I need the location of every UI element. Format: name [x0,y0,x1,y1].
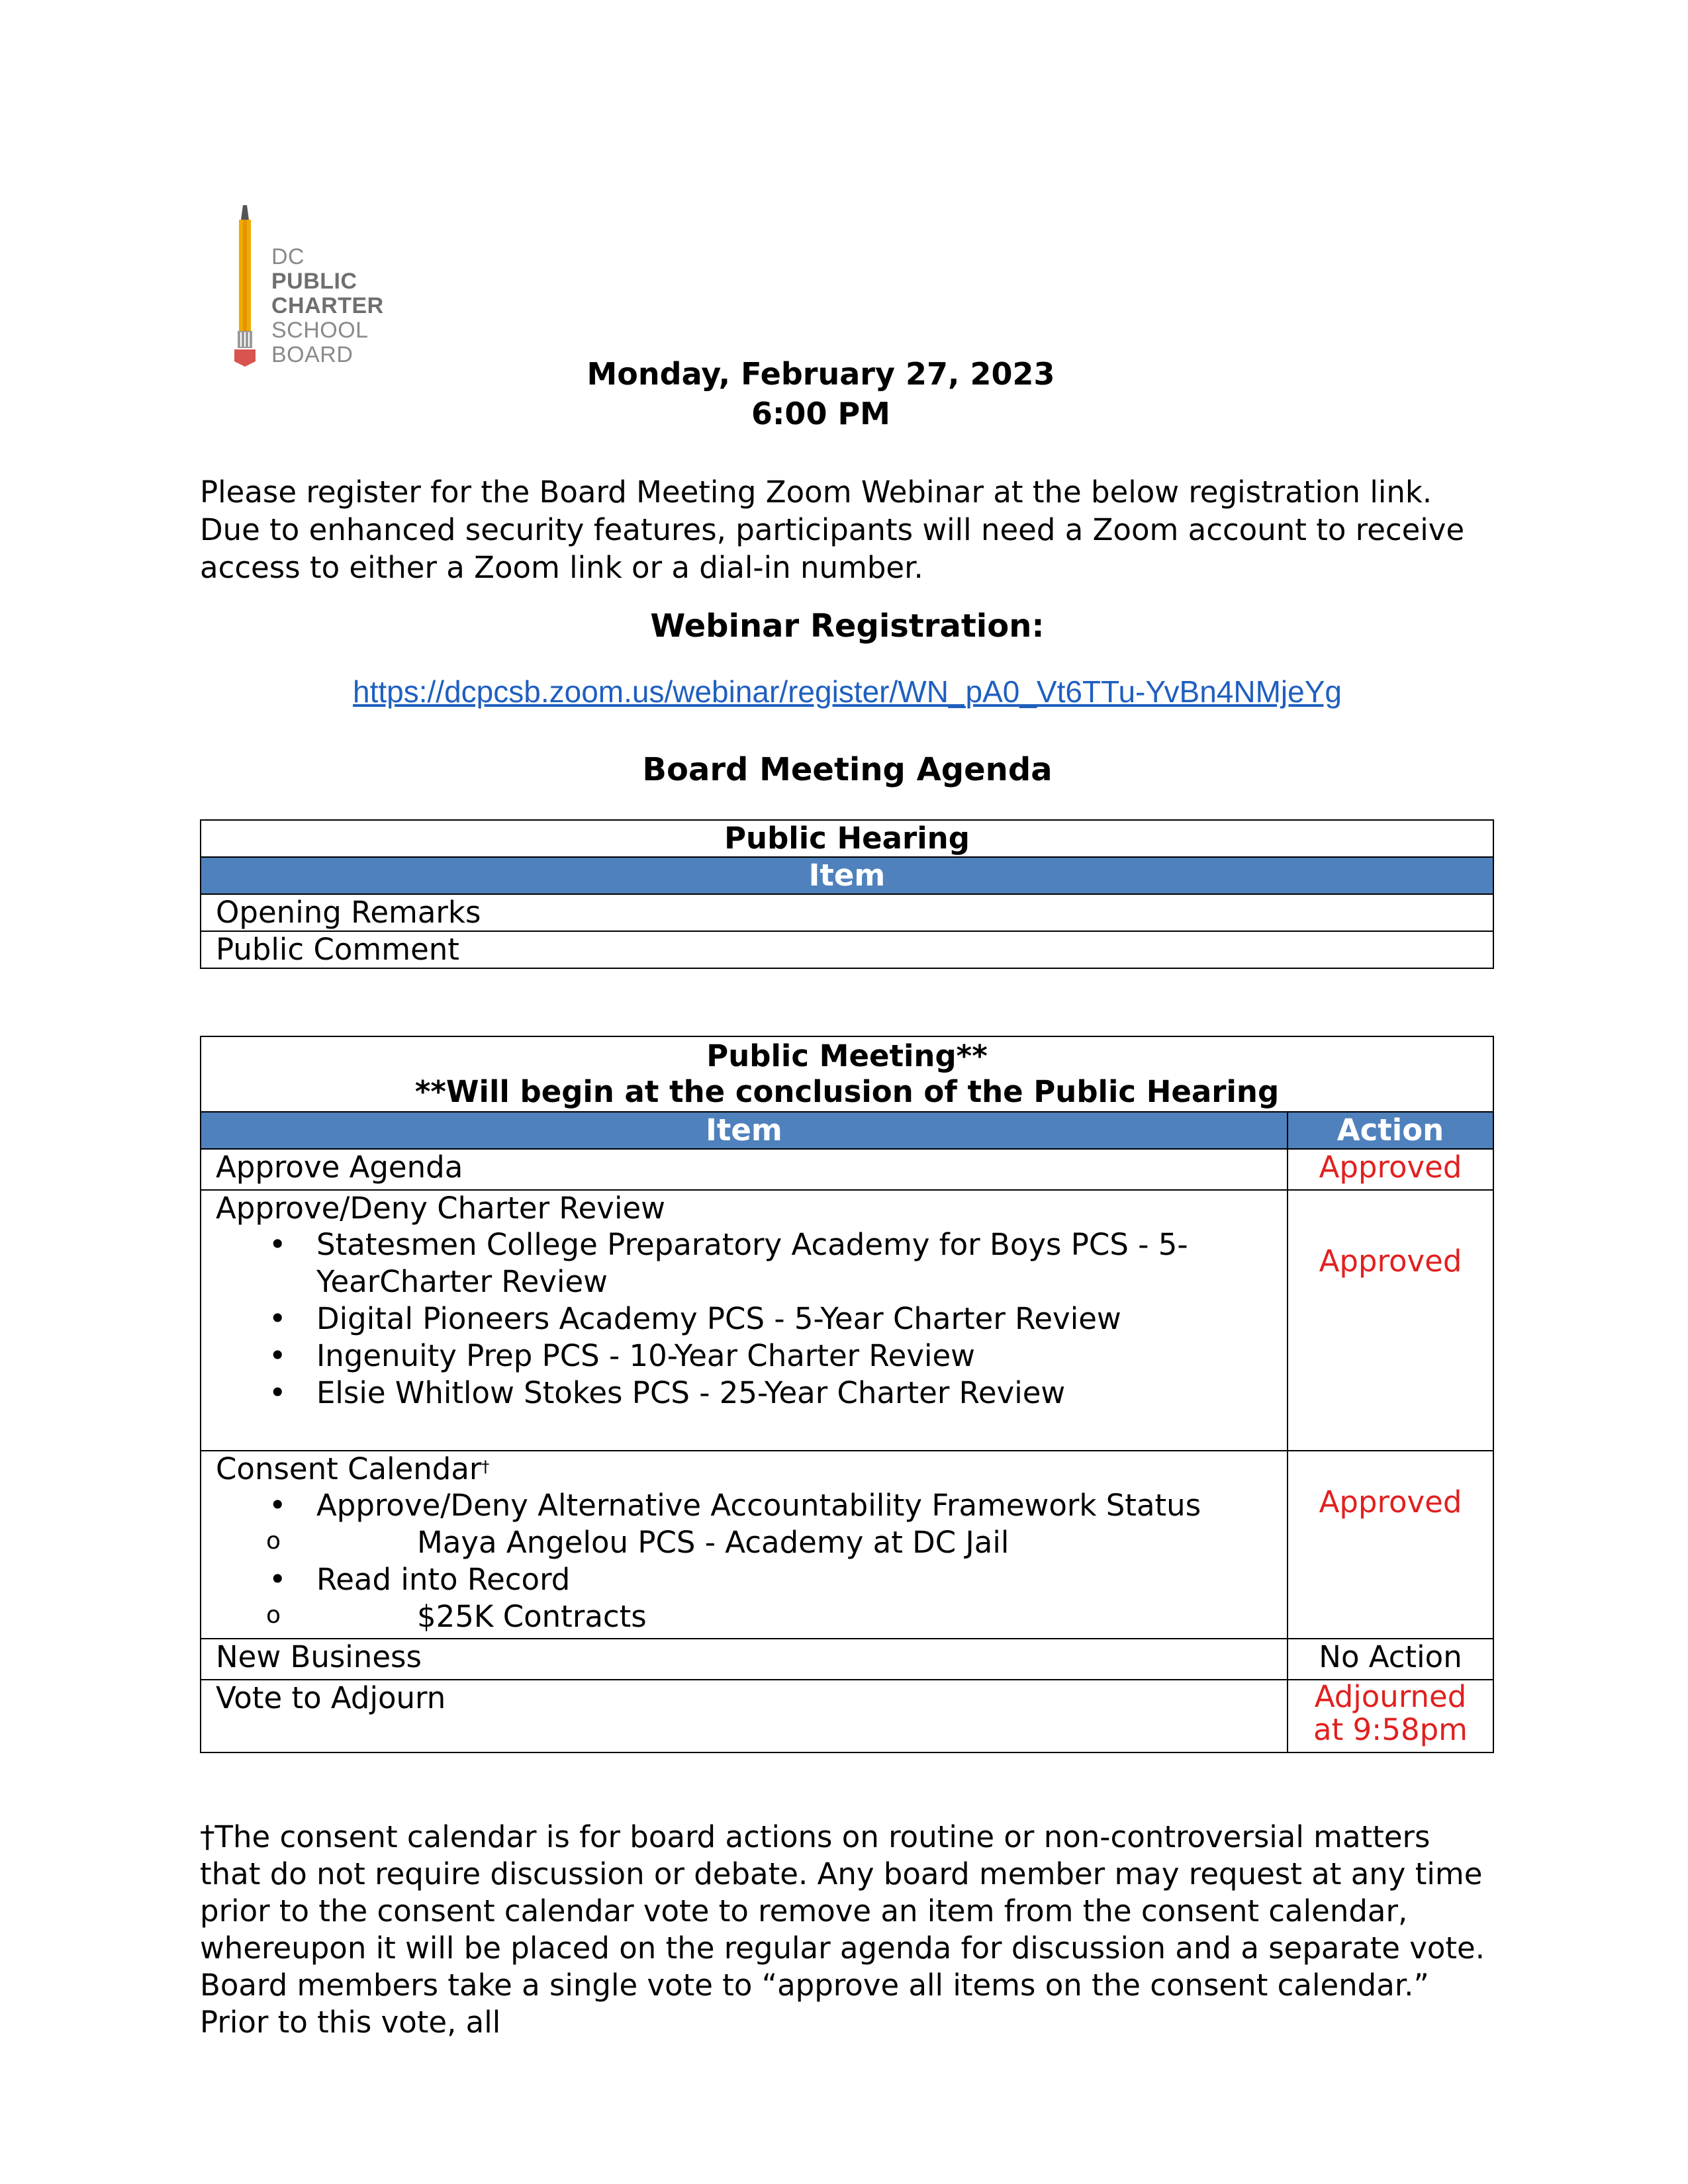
logo-line-dc: DC [271,244,305,269]
table-cell-action: Approved [1288,1149,1493,1190]
logo-line-board: BOARD [271,342,353,367]
table-cell-item: New Business [201,1639,1288,1680]
table-row [201,1451,1493,1639]
table-row [201,1190,1493,1451]
dcpcsb-logo [225,205,424,371]
table-row [201,894,1493,931]
public-meeting-title [201,1036,1493,1112]
table-cell-action: Approved [1288,1190,1493,1451]
intro-paragraph: Please register for the Board Meeting Zoom Webinar at the below registration link. Due to enhanced security features, participants will need a Zoom account to receive access to either a Zoom link or a dial-in number. [200,475,1465,585]
table-row [201,1680,1493,1752]
table-cell-item: Opening Remarks [201,894,1493,931]
list-item [216,1561,1272,1635]
charter-review-list [216,1226,1272,1412]
public-meeting-title-line2: **Will begin at the conclusion of the Public Hearing [414,1074,1280,1109]
public-meeting-item-header: Item [201,1112,1288,1149]
table-cell-item: Public Comment [201,931,1493,968]
list-item [216,1487,1272,1561]
webinar-heading: Webinar Registration: [650,608,1045,645]
public-hearing-table [200,819,1494,969]
agenda-heading: Board Meeting Agenda [642,751,1053,788]
consent-sublist [216,1524,1272,1561]
consent-calendar-label: Consent Calendar [216,1451,482,1486]
consent-calendar-title [216,1451,1272,1487]
list-item: • Digital Pioneers Academy PCS - 5-Year Charter Review [216,1300,1272,1338]
list-item: • Ingenuity Prep PCS - 10-Year Charter Review [216,1338,1272,1375]
public-hearing-item-header: Item [201,857,1493,894]
logo-wordmark [271,245,384,367]
logo-line-public: PUBLIC [271,269,357,294]
meeting-datetime [0,354,1642,433]
table-cell-item [201,1190,1288,1451]
table-cell-action: Approved [1288,1451,1493,1639]
table-cell-action [1288,1680,1493,1752]
consent-bullet-label: Read into Record [316,1562,571,1597]
list-item: o $25K Contracts [216,1598,1272,1635]
table-cell-item: Vote to Adjourn [201,1680,1288,1752]
public-meeting-action-header: Action [1288,1112,1493,1149]
table-cell-item: Approve Agenda [201,1149,1288,1190]
table-row [201,1639,1493,1680]
table-row [201,931,1493,968]
meeting-time: 6:00 PM [751,396,890,432]
consent-bullet-label: Approve/Deny Alternative Accountability Framework Status [316,1488,1201,1523]
public-hearing-title: Public Hearing [201,820,1493,857]
consent-list [216,1487,1272,1635]
consent-calendar-footnote: †The consent calendar is for board actions on routine or non-controversial matters that do not require discussion or debate. Any board member may request at any time prior to the consent calendar vote to remove an item from the consent calendar, whereupon it will be placed on the regular agenda for discussion and a separate vote. Board members take a single vote to “approve all items on the consent calendar.” Prior to this vote, all [200,1819,1485,2040]
adjourn-action-line2: at 9:58pm [1313,1712,1468,1747]
public-meeting-title-line1: Public Meeting** [706,1038,988,1073]
dagger-mark: † [481,1457,490,1476]
list-item: o Maya Angelou PCS - Academy at DC Jail [216,1524,1272,1561]
consent-sublist [216,1598,1272,1635]
list-item: • Statesmen College Preparatory Academy for Boys PCS - 5-YearCharter Review [216,1226,1272,1300]
table-row [201,1149,1493,1190]
adjourn-action-line1: Adjourned [1314,1679,1467,1714]
table-cell-item [201,1451,1288,1639]
table-cell-action: No Action [1288,1639,1493,1680]
logo-line-school: SCHOOL [271,318,369,343]
meeting-date: Monday, February 27, 2023 [586,356,1055,392]
public-meeting-table [200,1036,1494,1753]
logo-line-charter: CHARTER [271,293,384,318]
pencil-icon [225,205,265,371]
list-item: • Elsie Whitlow Stokes PCS - 25-Year Charter Review [216,1375,1272,1412]
charter-review-title: Approve/Deny Charter Review [216,1191,665,1226]
webinar-registration-link[interactable]: https://dcpcsb.zoom.us/webinar/register/WN_pA0_Vt6TTu-YvBn4NMjeYg [353,674,1342,709]
